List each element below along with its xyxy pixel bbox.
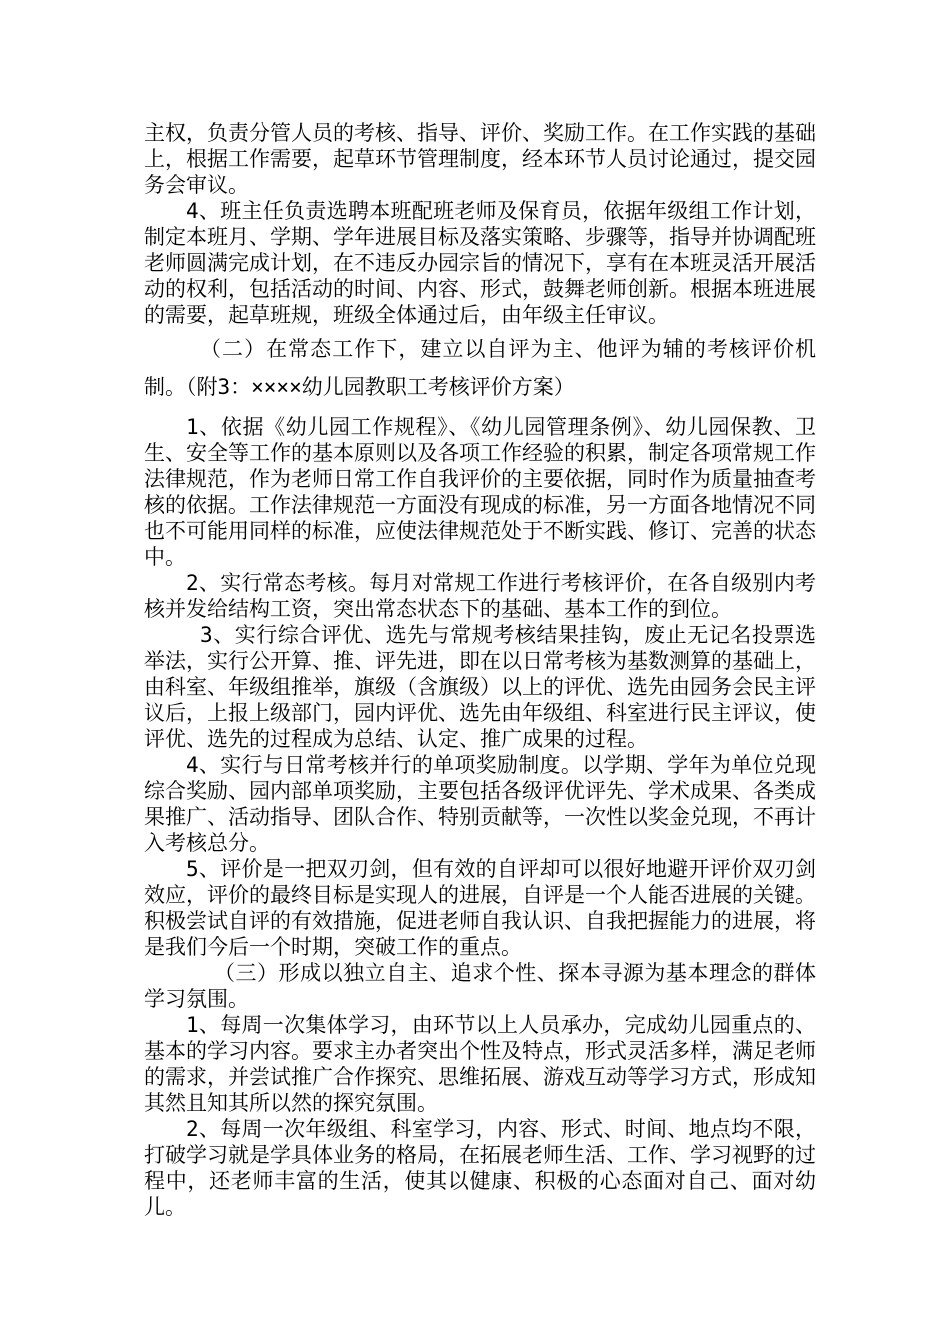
paragraph-item-4-class-teacher: 4、班主任负责选聘本班配班老师及保育员，依据年级组工作计划，制定本班月、学期、学年进展目标及落实策略、步骤等，指导并协调配班老师圆满完成计划，在不违反办园宗旨的情况下，享有在本班灵活开展活动的权利，包括活动的时间、内容、形式，鼓舞老师创新。根据本班进展的需要，起草班规，班级全体通过后，由年级主任审议。 <box>144 199 816 327</box>
paragraph-item-3-evaluation: 3、实行综合评优、选先与常规考核结果挂钩，废止无记名投票选举法，实行公开算、推、评先进，即在以日常考核为基数测算的基础上，由科室、年级组推举，旗级（含旗级）以上的评优、选先由园务会民主评议后，上报上级部门，园内评优、选先由年级组、科室进行民主评议，使评优、选先的过程成为总结、认定、推广成果的过程。 <box>144 623 816 751</box>
paragraph-item-5-self-evaluation: 5、评价是一把双刃剑，但有效的自评却可以很好地避开评价双刃剑效应，评价的最终目标是实现人的进展，自评是一个人能否进展的关键。积极尝试自评的有效措施，促进老师自我认识、自我把握能力的进展，将是我们今后一个时期，突破工作的重点。 <box>144 857 816 959</box>
paragraph-item-2-grade-study: 2、每周一次年级组、科室学习，内容、形式、时间、地点均不限，打破学习就是学具体业务的格局，在拓展老师生活、工作、学习视野的过程中，还老师丰富的生活，使其以健康、积极的心态面对自己、面对幼儿。 <box>144 1117 816 1219</box>
paragraph-item-1-group-study: 1、每周一次集体学习，由环节以上人员承办，完成幼儿园重点的、基本的学习内容。要求主办者突出个性及特点，形式灵活多样，满足老师的需求，并尝试推广合作探究、思维拓展、游戏互动等学习方式，形成知其然且知其所以然的探究氛围。 <box>144 1013 816 1115</box>
section-heading-2: （二）在常态工作下，建立以自评为主、他评为辅的考核评价机制。（附3：××××幼儿园教职工考核评价方案） <box>144 337 816 399</box>
document-body <box>144 120 816 1220</box>
paragraph-item-2-regular-assessment: 2、实行常态考核。每月对常规工作进行考核评价，在各自级别内考核并发给结构工资，突出常态状态下的基础、基本工作的到位。 <box>144 571 816 621</box>
paragraph-item-4-rewards: 4、实行与日常考核并行的单项奖励制度。以学期、学年为单位兑现综合奖励、园内部单项奖励，主要包括各级评优评先、学术成果、各类成果推广、活动指导、团队合作、特别贡献等，一次性以奖金兑现，不再计入考核总分。 <box>144 753 816 855</box>
section-heading-3: （三）形成以独立自主、追求个性、探本寻源为基本理念的群体学习氛围。 <box>144 961 816 1011</box>
paragraph-item-1-regulations: 1、依据《幼儿园工作规程》、《幼儿园管理条例》、幼儿园保教、卫生、安全等工作的基本原则以及各项工作经验的积累，制定各项常规工作法律规范，作为老师日常工作自我评价的主要依据，同时作为质量抽查考核的依据。工作法律规范一方面没有现成的标准，另一方面各地情况不同也不可能用同样的标准，应使法律规范处于不断实践、修订、完善的状态中。 <box>144 415 816 569</box>
paragraph-continuation: 主权，负责分管人员的考核、指导、评价、奖励工作。在工作实践的基础上，根据工作需要，起草环节管理制度，经本环节人员讨论通过，提交园务会审议。 <box>144 121 816 197</box>
